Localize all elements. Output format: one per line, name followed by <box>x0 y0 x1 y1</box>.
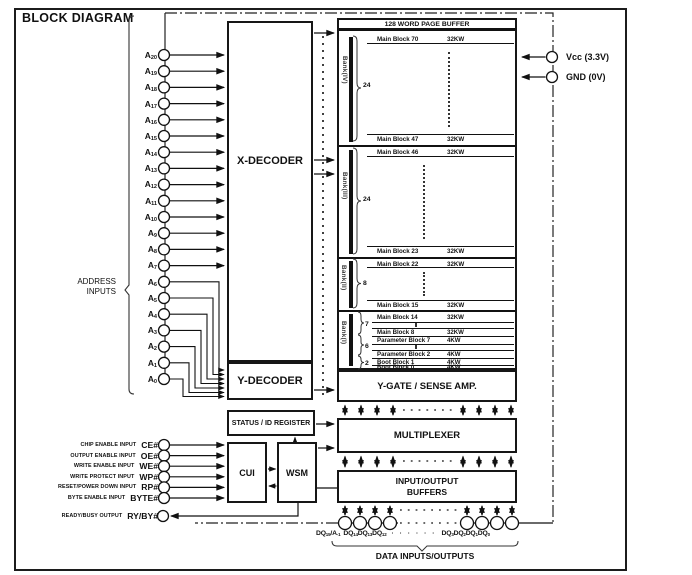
memory-array <box>337 18 517 370</box>
control-input-row: WRITE PROTECT INPUT WP# <box>70 471 158 482</box>
address-inputs-label: ADDRESS INPUTS <box>77 277 116 296</box>
address-pin-label: $A_{16}$ <box>144 114 157 126</box>
bank-ii-ellipsis <box>423 272 425 296</box>
bank-i-row: Boot Block 1 4KW <box>377 358 461 366</box>
bank-i-row: Parameter Block 2 4KW <box>377 351 461 358</box>
address-pin-label: $A_{19}$ <box>144 66 157 78</box>
gnd-label: GND (0V) <box>566 72 606 82</box>
address-pin-label: $A_8$ <box>147 244 157 256</box>
x-decoder-label: X-DECODER <box>236 155 303 167</box>
bank-ii-count: 8 <box>363 280 367 287</box>
multiplexer-block: MULTIPLEXER <box>337 418 517 453</box>
bank-iv-top-row: Main Block 70 32KW <box>367 35 514 44</box>
address-pin-label: $A_6$ <box>147 276 157 288</box>
bank-iv-bottom-row: Main Block 47 32KW <box>367 134 514 144</box>
dq-dots: · · · · · · <box>391 530 437 537</box>
address-pin-label: $A_{17}$ <box>144 98 157 110</box>
bank-iii-bottom-row: Main Block 23 32KW <box>367 246 514 256</box>
control-input-row: CHIP ENABLE INPUT CE# <box>80 439 158 450</box>
address-pin-label: $A_1$ <box>147 357 157 369</box>
address-pin-label: $A_4$ <box>147 308 157 321</box>
bank-iv-section <box>339 34 515 145</box>
dq-label: $DQ_{12}$ <box>372 530 387 537</box>
address-pin-label: $A_{10}$ <box>144 211 157 224</box>
bank-ii-bottom-row: Main Block 15 32KW <box>367 300 514 309</box>
x-decoder-block <box>227 21 313 362</box>
dq-label: $DQ_2$ <box>453 530 466 537</box>
bank-i-ellipsis-2 <box>415 345 417 349</box>
address-pin-labels <box>118 47 157 388</box>
bank-i-label: Bank(I) <box>340 321 347 345</box>
bank-i-count-main: 7 <box>365 321 369 328</box>
bank-ii-bar <box>349 261 353 308</box>
bank-iv-ellipsis <box>448 52 450 127</box>
bank-i-count-parameter: 6 <box>365 343 369 350</box>
bank-iv-label: Bank(IV) <box>341 56 348 84</box>
address-pin-label: $A_7$ <box>147 260 157 272</box>
io-buffers-block: INPUT/OUTPUT BUFFERS <box>337 470 517 503</box>
bank-i-count-boot: 2 <box>365 360 369 367</box>
address-pin-label: $A_3$ <box>147 325 157 337</box>
address-pin-label: $A_{18}$ <box>144 82 157 94</box>
bank-iii-count: 24 <box>363 196 371 203</box>
bank-iii-section <box>339 145 515 257</box>
control-input-row: BYTE ENABLE INPUT BYTE# <box>67 492 158 503</box>
bank-i-row: Main Block 8 32KW <box>377 329 464 336</box>
status-id-register-block: STATUS / ID REGISTER <box>227 410 315 436</box>
bank-i-ellipsis-1 <box>415 323 417 327</box>
dq-label: $DQ_3$ <box>441 530 454 537</box>
bank-iv-count: 24 <box>363 82 371 89</box>
address-pin-label: $A_2$ <box>147 341 157 353</box>
bank-i-row: Boot Block 0 4KW <box>377 363 461 371</box>
bank-ii-top-row: Main Block 22 32KW <box>367 260 514 268</box>
dq-label: $DQ_0$ <box>477 530 490 537</box>
y-gate-sense-amp-block: Y-GATE / SENSE AMP. <box>337 370 517 402</box>
wsm-block: WSM <box>277 442 317 503</box>
address-pin-label: $A_{11}$ <box>145 195 157 207</box>
control-input-row: OUTPUT ENABLE INPUT OE# <box>70 450 158 461</box>
control-input-row: RESET/POWER DOWN INPUT RP# <box>58 482 158 493</box>
bank-iii-top-row: Main Block 46 32KW <box>367 148 514 157</box>
data-io-group-label: DATA INPUTS/OUTPUTS <box>375 551 475 561</box>
bank-i-row: Parameter Block 7 4KW <box>377 337 461 344</box>
bank-ii-section <box>339 257 515 310</box>
page-title: BLOCK DIAGRAM <box>22 11 134 25</box>
y-decoder-label: Y-DECODER <box>237 375 303 387</box>
bank-iii-ellipsis <box>423 165 425 239</box>
ready-busy-row: READY/BUSY OUTPUT RY/BY# <box>61 511 158 521</box>
address-pin-label: $A_9$ <box>147 228 157 240</box>
address-pin-label: $A_0$ <box>147 373 157 385</box>
dq-label: $DQ_1$ <box>465 530 478 537</box>
bank-i-row: Main Block 14 32KW <box>377 313 464 321</box>
dq-label: $DQ_{13}$ <box>357 530 373 537</box>
dq-label: $DQ_{14}$ <box>343 530 358 537</box>
address-pin-label: $A_{12}$ <box>144 179 157 191</box>
dq-label: $DQ_{15}/A_{-1}$ <box>316 530 341 537</box>
bank-i-bar <box>349 314 353 366</box>
control-input-labels <box>30 440 158 504</box>
address-pin-label: $A_{13}$ <box>144 163 157 175</box>
y-decoder-block <box>227 362 313 400</box>
vcc-label: Vcc (3.3V) <box>566 52 610 62</box>
address-pin-label: $A_{15}$ <box>144 130 157 143</box>
cui-block: CUI <box>227 442 267 503</box>
address-pin-label: $A_5$ <box>147 292 157 305</box>
address-pin-label: $A_{20}$ <box>144 49 157 62</box>
page-buffer <box>339 20 515 31</box>
bank-ii-label: Bank(II) <box>340 265 347 291</box>
bank-iii-label: Bank(III) <box>341 172 348 200</box>
bank-iv-bar <box>349 37 353 142</box>
bank-iii-bar <box>349 150 353 254</box>
page-buffer-label: 128 WORD PAGE BUFFER <box>384 20 470 28</box>
dq-pin-labels <box>316 530 528 537</box>
control-input-row: WRITE ENABLE INPUT WE# <box>73 461 158 472</box>
address-pin-label: $A_{14}$ <box>144 147 157 159</box>
bank-i-section <box>339 310 515 371</box>
